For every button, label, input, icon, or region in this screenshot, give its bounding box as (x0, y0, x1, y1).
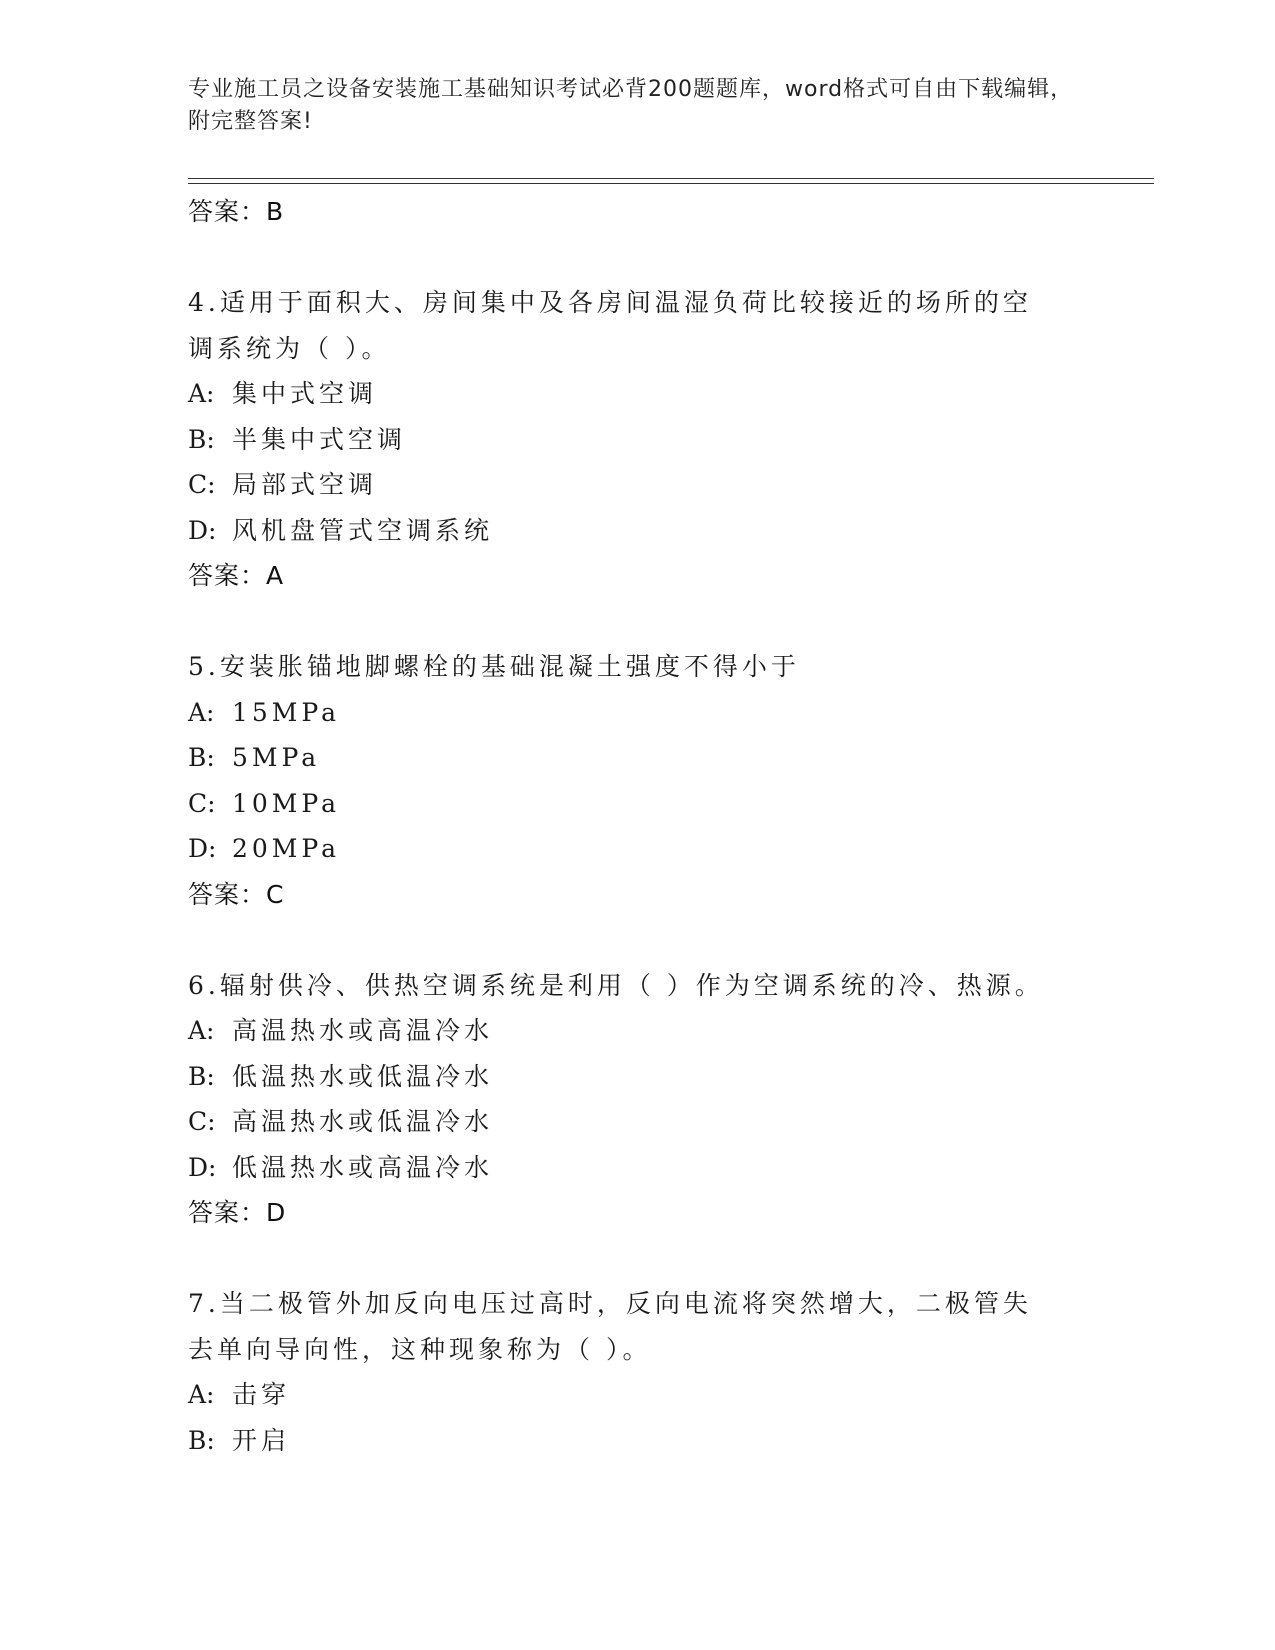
question-stem: 7.当二极管外加反向电压过高时，反向电流将突然增大，二极管失去单向导向性，这种现象称为（ ）。 (188, 1289, 1032, 1364)
option-text: 集中式空调 (232, 379, 378, 408)
option-text: 击穿 (232, 1380, 291, 1409)
answer-line: 答案：B (188, 197, 285, 226)
answer-option (188, 462, 1154, 508)
option-text: 10MPa (232, 788, 341, 818)
document-header: 专业施工员之设备安装施工基础知识考试必背200题题库，word格式可自由下载编辑，附完整答案! (188, 77, 1074, 134)
option-letter: C: (188, 1107, 216, 1136)
option-text: 低温热水或高温冷水 (232, 1152, 494, 1182)
answer-line: 答案：C (188, 879, 285, 909)
option-letter: A: (188, 1380, 215, 1409)
option-letter: B: (188, 743, 215, 772)
answer-option (188, 1054, 1154, 1100)
header-divider-top (188, 178, 1154, 179)
question-block (188, 963, 1154, 1236)
answer-option (188, 508, 1154, 554)
questions-container (188, 280, 1154, 1463)
option-letter: B: (188, 1425, 215, 1455)
option-letter: B: (188, 1061, 215, 1091)
option-text: 风机盘管式空调系统 (232, 515, 494, 545)
answer-option (188, 781, 1154, 827)
answer-line: 答案：A (188, 561, 285, 590)
option-text: 5MPa (232, 743, 321, 772)
option-letter: B: (188, 424, 215, 454)
option-text: 20MPa (232, 834, 341, 863)
option-letter: A: (188, 379, 215, 408)
option-letter: C: (188, 470, 216, 499)
answer-line: 答案：D (188, 1198, 287, 1227)
answer-option (188, 826, 1154, 872)
question-list (188, 189, 1154, 1509)
answer-option (188, 1145, 1154, 1191)
header-divider-bottom (188, 183, 1154, 184)
option-text: 高温热水或高温冷水 (232, 1016, 494, 1045)
answer-option (188, 1099, 1154, 1145)
question-block (188, 644, 1154, 917)
answer-option (188, 1372, 1154, 1418)
answer-option (188, 371, 1154, 417)
option-text: 低温热水或低温冷水 (232, 1061, 494, 1091)
option-text: 高温热水或低温冷水 (232, 1107, 494, 1136)
answer-option (188, 735, 1154, 781)
option-text: 半集中式空调 (232, 424, 407, 454)
option-letter: D: (188, 1152, 217, 1182)
answer-option (188, 1418, 1154, 1464)
answer-option (188, 690, 1154, 736)
question-stem: 6.辐射供冷、供热空调系统是利用（ ）作为空调系统的冷、热源。 (188, 970, 1044, 1000)
question-block (188, 1281, 1154, 1463)
question-block (188, 280, 1154, 598)
option-text: 开启 (232, 1425, 291, 1455)
option-text: 局部式空调 (232, 470, 378, 499)
answer-option (188, 1008, 1154, 1054)
option-letter: C: (188, 788, 216, 818)
option-letter: A: (188, 1016, 215, 1045)
option-letter: D: (188, 834, 217, 863)
question-stem: 4.适用于面积大、房间集中及各房间温湿负荷比较接近的场所的空调系统为（ ）。 (188, 288, 1032, 363)
option-letter: A: (188, 697, 215, 727)
question-stem: 5.安装胀锚地脚螺栓的基础混凝土强度不得小于 (188, 652, 800, 681)
option-letter: D: (188, 515, 217, 545)
option-text: 15MPa (232, 697, 341, 727)
answer-option (188, 417, 1154, 463)
